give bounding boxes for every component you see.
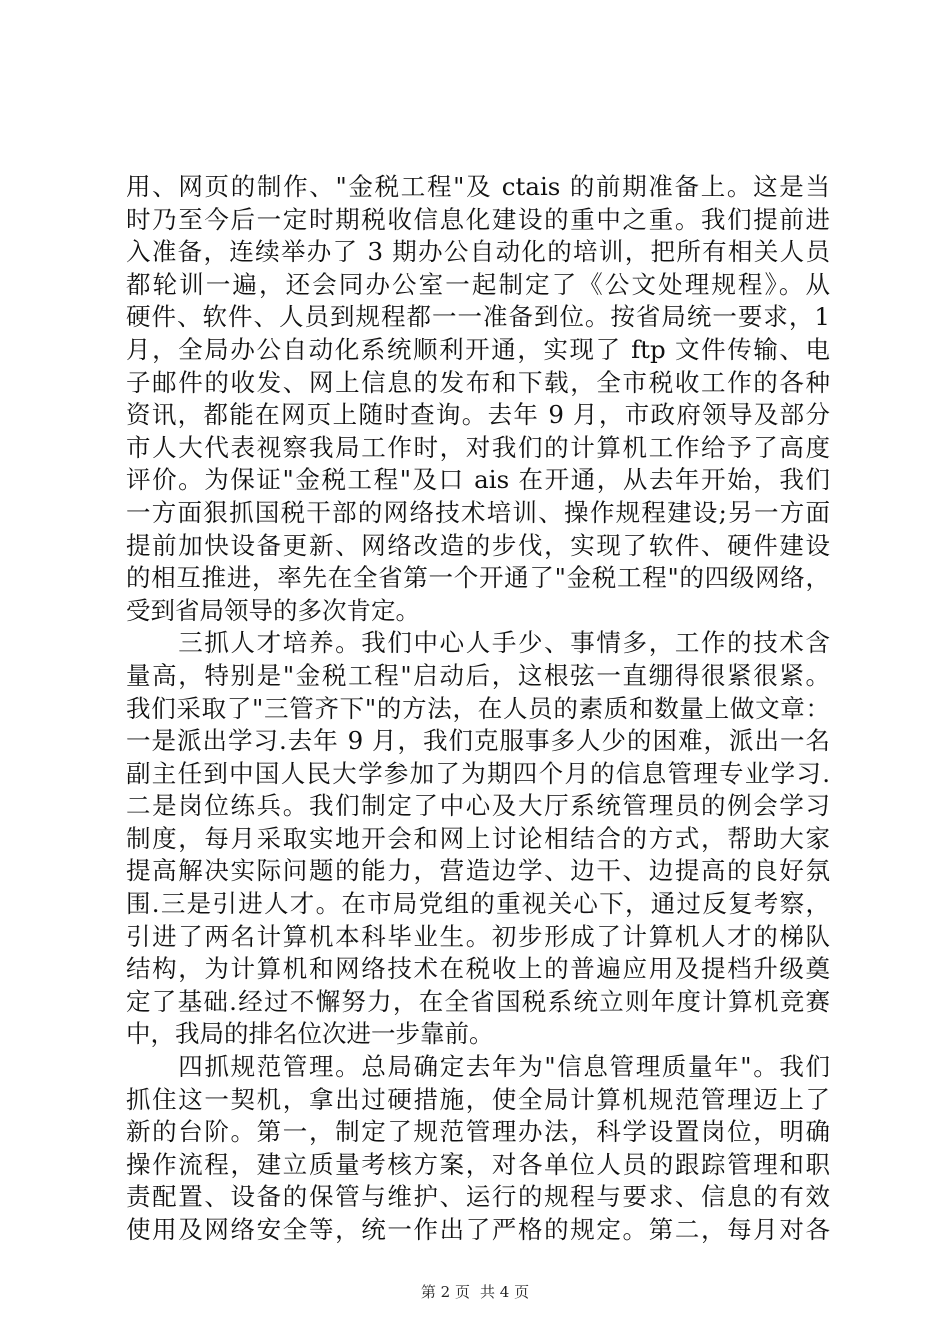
- text-line: 量高，特别是"金税工程"启动后，这根弦一直绷得很紧很紧。: [126, 660, 830, 690]
- text-line: 评价。为保证"金税工程"及口 ais 在开通，从去年开始，我们: [126, 465, 830, 495]
- text-line: 操作流程，建立质量考核方案，对各单位人员的跟踪管理和职: [126, 1149, 830, 1179]
- text-line: 制度，每月采取实地开会和网上讨论相结合的方式，帮助大家: [126, 823, 830, 853]
- text-line-paragraph-end: 受到省局领导的多次肯定。: [126, 595, 420, 625]
- document-body: [126, 171, 830, 1247]
- text-line: 提高解决实际问题的能力，营造边学、边干、边提高的良好氛: [126, 856, 830, 886]
- page-number: 第 2 页: [420, 1283, 470, 1301]
- text-line: 市人大代表视察我局工作时，对我们的计算机工作给予了高度: [126, 432, 830, 462]
- text-line: 使用及网络安全等，统一作出了严格的规定。第二，每月对各: [126, 1215, 830, 1244]
- text-line: 月，全局办公自动化系统顺利开通，实现了 ftp 文件传输、电: [126, 334, 830, 364]
- text-line: 用、网页的制作、"金税工程"及 ctais 的前期准备上。这是当: [126, 172, 830, 201]
- text-line: 资讯，都能在网页上随时查询。去年 9 月，市政府领导及部分: [126, 400, 830, 430]
- text-line: 定了基础.经过不懈努力，在全省国税系统立则年度计算机竞赛: [126, 986, 830, 1016]
- text-line: 提前加快设备更新、网络改造的步伐，实现了软件、硬件建设: [126, 530, 830, 560]
- text-line: 副主任到中国人民大学参加了为期四个月的信息管理专业学习.: [126, 758, 830, 788]
- text-line: 责配置、设备的保管与维护、运行的规程与要求、信息的有效: [126, 1182, 830, 1212]
- text-line-paragraph-start: 三抓人才培养。我们中心人手少、事情多，工作的技术含: [126, 628, 830, 658]
- text-line: 我们采取了"三管齐下"的方法，在人员的素质和数量上做文章：: [126, 693, 830, 723]
- text-line: 一方面狠抓国税干部的网络技术培训、操作规程建设;另一方面: [126, 497, 830, 527]
- total-pages: 共 4 页: [480, 1283, 530, 1301]
- text-line: 引进了两名计算机本科毕业生。初步形成了计算机人才的梯队: [126, 921, 830, 951]
- page-footer: [0, 1282, 950, 1302]
- text-line: 的相互推进，率先在全省第一个开通了"金税工程"的四级网络，: [126, 563, 830, 593]
- text-line: 硬件、软件、人员到规程都一一准备到位。按省局统一要求，1: [126, 302, 830, 332]
- text-line: 抓住这一契机，拿出过硬措施，使全局计算机规范管理迈上了: [126, 1084, 830, 1114]
- text-line: 二是岗位练兵。我们制定了中心及大厅系统管理员的例会学习: [126, 791, 830, 821]
- text-line: 新的台阶。第一，制定了规范管理办法，科学设置岗位，明确: [126, 1117, 830, 1147]
- text-line: 时乃至今后一定时期税收信息化建设的重中之重。我们提前进: [126, 204, 830, 234]
- text-line: 一是派出学习.去年 9 月，我们克服事多人少的困难，派出一名: [126, 726, 830, 756]
- text-line: 子邮件的收发、网上信息的发布和下载，全市税收工作的各种: [126, 367, 830, 397]
- text-line-paragraph-end: 中，我局的排名位次进一步靠前。: [126, 1019, 494, 1049]
- text-line: 围.三是引进人才。在市局党组的重视关心下，通过反复考察，: [126, 889, 830, 919]
- text-line-paragraph-start: 四抓规范管理。总局确定去年为"信息管理质量年"。我们: [126, 1052, 830, 1082]
- text-line: 结构，为计算机和网络技术在税收上的普遍应用及提档升级奠: [126, 954, 830, 984]
- text-line: 都轮训一遍，还会同办公室一起制定了《公文处理规程》。从: [126, 269, 830, 299]
- text-line: 入准备，连续举办了 3 期办公自动化的培训，把所有相关人员: [126, 237, 830, 267]
